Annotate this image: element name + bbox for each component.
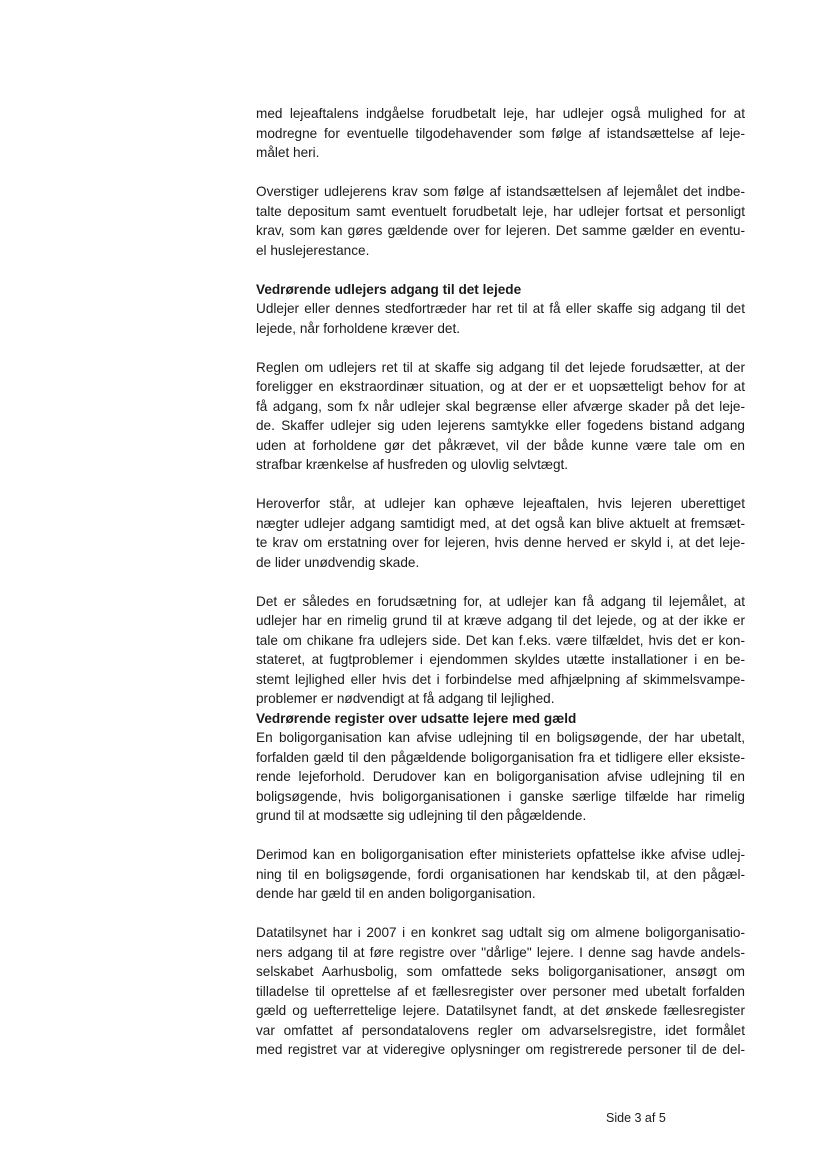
text-line: ners adgang til at føre registre over "dårlige" lejere. I denne sag havde andels- <box>256 944 745 960</box>
text-line: gæld og uefterrettelige lejere. Datatilsynet fandt, at det ønskede fællesregister <box>256 1003 745 1018</box>
text-line: tale om chikane fra udlejers side. Det kan f.eks. være tilfældet, hvis det er kon- <box>256 632 745 648</box>
text-line: En boligorganisation kan afvise udlejning til en boligsøgende, der har ubetalt, <box>256 730 745 745</box>
text-line: ning til en boligsøgende, fordi organisationen har kendskab til, at den pågæl- <box>256 866 745 882</box>
section <box>256 280 745 339</box>
text-line: lejede, når forholdene kræver det. <box>256 320 461 336</box>
text-line: med registret var at videregive oplysninger om registrerede personer til de del- <box>256 1042 745 1057</box>
body-text <box>256 104 745 1060</box>
paragraph <box>256 358 745 475</box>
text-line: boligsøgende, hvis boligorganisationen i ganske særlige tilfælde har rimelig <box>256 788 745 804</box>
text-line: modregne for eventuelle tilgodehavender som følge af istandsættelse af leje- <box>256 125 745 141</box>
text-line: te krav om erstatning over for lejeren, hvis denne herved er skyld i, at det leje- <box>256 535 745 550</box>
text-line: nægter udlejer adgang samtidigt med, at det også kan blive aktuelt at fremsæt- <box>256 515 745 531</box>
paragraph <box>256 104 745 163</box>
text-line: dende har gæld til en anden boligorganisation. <box>256 886 536 901</box>
text-line: Derimod kan en boligorganisation efter ministeriets opfattelse ikke afvise udlej- <box>256 847 745 862</box>
text-line: selskabet Aarhusbolig, som omfattede seks boligorganisationer, ansøgt om <box>256 964 745 979</box>
text-line: var omfattet af persondatalovens regler om advarselsregistre, idet formålet <box>256 1022 745 1038</box>
text-line: Heroverfor står, at udlejer kan ophæve lejeaftalen, hvis lejeren uberettiget <box>256 496 745 511</box>
text-line: foreligger en ekstraordinær situation, og at der er et uopsætteligt behov for at <box>256 379 745 394</box>
text-line: målet heri. <box>256 145 320 160</box>
text-line: Udlejer eller dennes stedfortræder har ret til at få eller skaffe sig adgang til det <box>256 301 745 316</box>
text-line: stateret, at fugtproblemer i ejendommen skyldes utætte installationer i en be- <box>256 652 745 667</box>
paragraph <box>256 923 745 1060</box>
text-line: få adgang, som fx når udlejer skal begrænse eller afværge skader på det leje- <box>256 398 745 414</box>
text-line: Datatilsynet har i 2007 i en konkret sag udtalt sig om almene boligorganisatio- <box>256 925 745 940</box>
text-line: el huslejerestance. <box>256 242 370 258</box>
text-line: tilladelse til oprettelse af et fællesregister over personer med ubetalt forfalden <box>256 983 745 999</box>
text-line: Overstiger udlejerens krav som følge af istandsættelsen af lejemålet det indbe- <box>256 184 745 199</box>
section-heading: Vedrørende udlejers adgang til det lejede <box>256 281 522 297</box>
section-heading: Vedrørende register over udsatte lejere med gæld <box>256 710 577 726</box>
text-line: de lider unødvendig skade. <box>256 554 420 570</box>
text-line: strafbar krænkelse af husfreden og ulovlig selvtægt. <box>256 457 569 472</box>
paragraph <box>256 845 745 904</box>
text-line: rende lejeforhold. Derudover kan en boligorganisation afvise udlejning til en <box>256 769 745 784</box>
text-line: grund til at modsætte sig udlejning til den pågældende. <box>256 808 587 823</box>
section <box>256 709 745 826</box>
text-line: udlejer har en rimelig grund til at kræve adgang til det lejede, og at der ikke er <box>256 613 745 628</box>
text-line: Reglen om udlejers ret til at skaffe sig adgang til det lejede forudsætter, at der <box>256 359 745 375</box>
text-line: uden at forholdene gør det påkrævet, vil der både kunne være tale om en <box>256 437 745 453</box>
text-line: forfalden gæld til den pågældende boligorganisation fra et tidligere eller eksiste- <box>256 749 745 765</box>
paragraph <box>256 182 745 260</box>
text-line: talte depositum samt eventuelt forudbetalt leje, har udlejer fortsat et personligt <box>256 203 745 219</box>
page-number: Side 3 af 5 <box>606 1111 666 1125</box>
paragraph <box>256 494 745 572</box>
paragraph <box>256 592 745 709</box>
text-line: problemer er nødvendigt at få adgang til lejlighed. <box>256 691 555 706</box>
text-line: stemt lejlighed eller hvis det i forbindelse med afhjælpning af skimmelsvampe- <box>256 671 745 687</box>
text-line: Det er således en forudsætning for, at udlejer kan få adgang til lejemålet, at <box>256 593 745 609</box>
text-line: med lejeaftalens indgåelse forudbetalt leje, har udlejer også mulighed for at <box>256 106 745 121</box>
text-line: de. Skaffer udlejer sig uden lejerens samtykke eller fogedens bistand adgang <box>256 418 745 433</box>
text-line: krav, som kan gøres gældende over for lejeren. Det samme gælder en eventu- <box>256 223 745 238</box>
